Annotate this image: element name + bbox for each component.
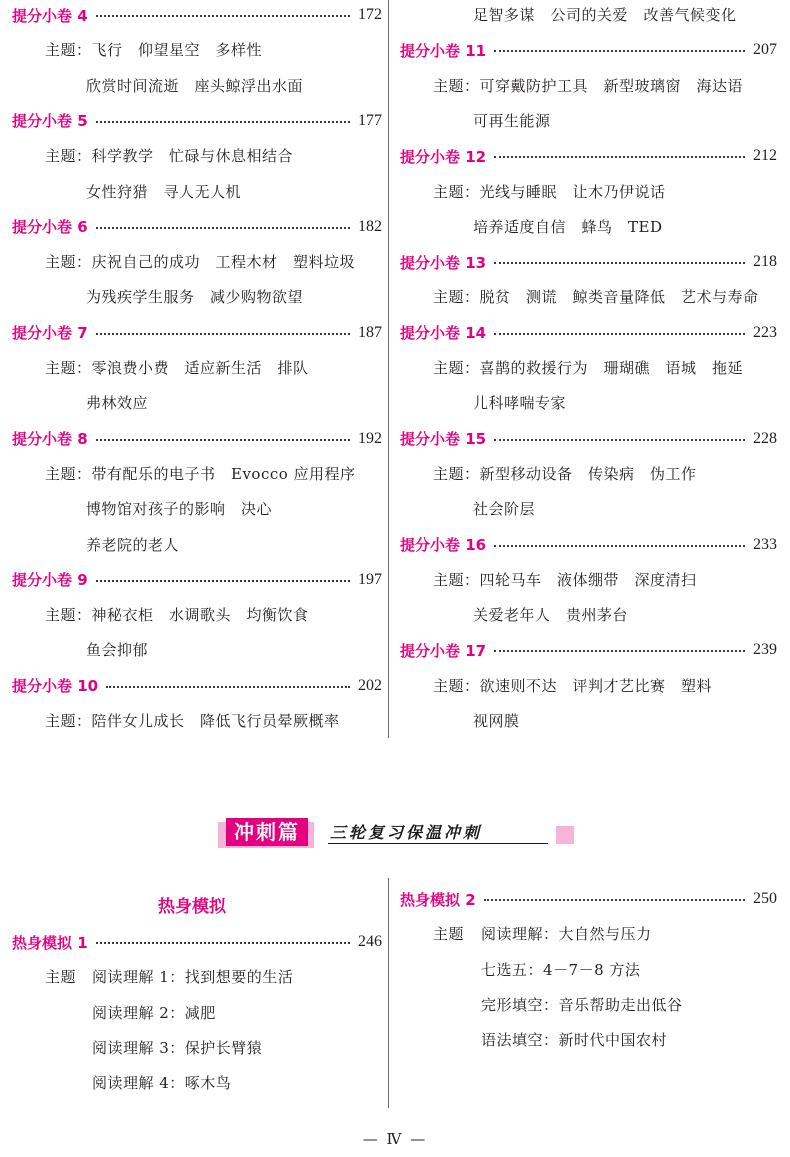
toc-entry-label: 提分小卷 4 [12,6,88,25]
warmup-topic-line: 阅读理解 2：减肥 [92,1003,216,1022]
toc-topic-line: 主题：飞行 仰望星空 多样性 [45,41,263,60]
toc-entry-label: 提分小卷 10 [12,677,99,696]
toc-topic-line: 主题：喜鹊的救援行为 珊瑚礁 语城 拖延 [433,359,744,377]
toc-leader-dots [494,156,745,158]
toc-entry-heading[interactable] [12,2,382,28]
warmup-entry-label: 热身模拟 1 [12,933,88,952]
toc-entry-heading[interactable] [400,320,777,346]
toc-topic-continuation: 足智多谋 公司的关爱 改善气候变化 [473,6,737,24]
toc-entry-page: 228 [753,429,777,447]
toc-leader-dots [494,439,745,441]
warmup-topic-key: 主题 [45,968,77,987]
toc-topic-line: 儿科哮喘专家 [473,394,567,413]
toc-entry-label: 提分小卷 9 [12,571,88,590]
column-divider-lower [388,878,389,1108]
column-divider [388,0,389,738]
toc-entry-heading[interactable] [400,426,777,452]
toc-entry-heading[interactable] [400,532,777,558]
warmup-topic-line: 语法填空：新时代中国农村 [481,1031,668,1050]
warmup-topic-line: 阅读理解：大自然与压力 [481,925,652,944]
warmup-topic-line: 完形填空：音乐帮助走出低谷 [481,995,683,1014]
toc-entry-page: 197 [358,570,382,588]
toc-topic-line: 主题：科学教学 忙碌与休息相结合 [45,147,294,166]
toc-topic-line: 鱼会抑郁 [86,641,149,660]
toc-topic-line: 视网膜 [473,712,520,730]
toc-topic-line: 主题：陪伴女儿成长 降低飞行员晕厥概率 [45,712,340,730]
toc-leader-dots [484,899,745,901]
toc-entry-page: 239 [753,641,777,659]
toc-topic-line: 欣赏时间流逝 座头鲸浮出水面 [86,76,304,95]
toc-entry-heading[interactable] [400,249,777,275]
toc-leader-dots [494,650,745,652]
toc-entry-heading[interactable] [12,673,382,699]
toc-topic-line: 主题：欲速则不达 评判才艺比赛 塑料 [433,676,713,695]
banner-title: 冲刺篇 [226,818,308,846]
toc-entry-heading[interactable] [400,637,777,663]
toc-entry-page: 172 [358,6,382,23]
toc-entry-page: 218 [753,253,777,271]
toc-topic-line: 主题：可穿戴防护工具 新型玻璃窗 海达语 [433,76,744,95]
toc-leader-dots [96,15,350,17]
section-banner [218,816,578,850]
banner-underline [328,843,548,844]
toc-topic-line: 女性狩猎 寻人无人机 [86,182,242,201]
toc-entry-label: 提分小卷 5 [12,112,88,131]
toc-entry-page: 233 [753,535,777,553]
banner-corner-mark [556,826,574,844]
toc-topic-line: 主题：带有配乐的电子书 Evocco 应用程序 [45,464,356,483]
toc-leader-dots [96,580,350,582]
toc-entry-page: 177 [358,111,382,129]
toc-leader-dots [106,686,350,688]
warmup-entry-page: 250 [753,890,777,907]
toc-topic-line: 主题：光线与睡眠 让木乃伊说话 [433,182,666,201]
toc-entry-label: 提分小卷 14 [400,324,487,343]
toc-topic-line: 主题：新型移动设备 传染病 伪工作 [433,464,697,483]
toc-topic-line: 主题：庆祝自己的成功 工程木材 塑料垃圾 [45,253,356,272]
toc-entry-page: 202 [358,676,382,694]
toc-entry-heading[interactable] [400,37,777,63]
toc-leader-dots [494,50,745,52]
warmup-topic-line: 七选五：4－7－8 方法 [481,960,641,979]
warmup-entry-heading[interactable] [400,886,777,912]
toc-entry-label: 提分小卷 7 [12,324,88,343]
toc-entry-label: 提分小卷 6 [12,218,88,237]
toc-entry-page: 223 [753,323,777,341]
toc-entry-label: 提分小卷 13 [400,253,487,272]
toc-leader-dots [494,333,745,335]
toc-leader-dots [96,333,350,335]
toc-leader-dots [96,121,350,123]
toc-topic-line: 主题：四轮马车 液体绷带 深度清扫 [433,570,697,589]
toc-entry-heading[interactable] [400,143,777,169]
toc-leader-dots [494,545,745,547]
warmup-topic-line: 阅读理解 3：保护长臂猿 [92,1038,263,1057]
toc-topic-line: 主题：脱贫 测谎 鲸类音量降低 艺术与寿命 [433,288,759,307]
toc-entry-page: 187 [358,323,382,341]
toc-entry-label: 提分小卷 8 [12,430,88,449]
toc-entry-label: 提分小卷 12 [400,147,487,166]
toc-topic-line: 可再生能源 [473,111,551,130]
toc-entry-heading[interactable] [12,108,382,134]
toc-entry-label: 提分小卷 11 [400,41,487,60]
toc-entry-page: 182 [358,217,382,235]
toc-leader-dots [494,262,745,264]
warmup-entry-page: 246 [358,933,382,950]
toc-topic-line: 养老院的老人 [86,535,180,554]
warmup-topic-line: 阅读理解 1：找到想要的生活 [92,968,294,987]
toc-topic-line: 主题：神秘衣柜 水调歌头 均衡饮食 [45,606,309,625]
toc-entry-label: 提分小卷 15 [400,430,487,449]
toc-entry-page: 207 [753,41,777,59]
warmup-topic-key: 主题 [433,925,465,944]
toc-topic-line: 关爱老年人 贵州茅台 [473,606,629,625]
toc-entry-heading[interactable] [12,426,382,452]
warmup-entry-heading[interactable] [12,929,382,955]
toc-topic-line: 为残疾学生服务 减少购物欲望 [86,288,304,307]
toc-topic-line: 弗林效应 [86,394,149,413]
toc-leader-dots [96,227,350,229]
toc-entry-label: 提分小卷 17 [400,641,487,660]
toc-leader-dots [96,439,350,441]
warmup-entry-label: 热身模拟 2 [400,890,476,909]
toc-topic-line: 主题：零浪费小费 适应新生活 排队 [45,359,309,377]
toc-entry-page: 212 [753,147,777,165]
toc-entry-heading[interactable] [12,320,382,346]
toc-entry-page: 192 [358,429,382,447]
toc-topic-line: 社会阶层 [473,500,536,519]
toc-entry-label: 提分小卷 16 [400,536,487,554]
toc-topic-line: 博物馆对孩子的影响 决心 [86,500,273,519]
toc-topic-line: 培养适度自信 蜂鸟 TED [473,217,663,236]
banner-subtitle: 三轮复习保温冲刺 [330,823,483,842]
toc-leader-dots [96,942,350,944]
warmup-topic-line: 阅读理解 4：啄木鸟 [92,1074,232,1093]
toc-entry-heading[interactable] [12,567,382,593]
toc-entry-heading[interactable] [12,214,382,240]
warmup-section-title: 热身模拟 [158,897,226,917]
page-number: — Ⅳ — [362,1130,428,1148]
